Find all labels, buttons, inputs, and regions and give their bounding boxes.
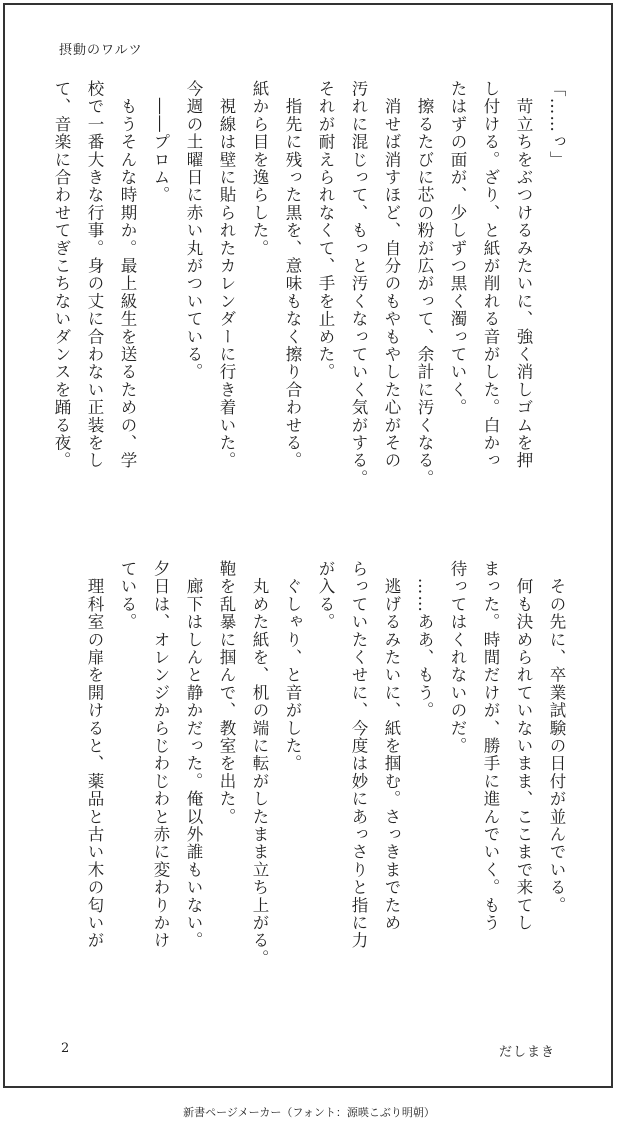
text-line: が入る。 bbox=[316, 560, 335, 631]
text-line: 苛立ちをぶつけるみたいに、強く消しゴムを押 bbox=[514, 80, 533, 470]
text-line: 理科室の扉を開けると、薬品と古い木の匂いが bbox=[85, 560, 104, 950]
text-line: 指先に残った黒を、意味もなく擦り合わせる。 bbox=[283, 80, 302, 470]
text-line: まった。時間だけが、勝手に進んでいく。もう bbox=[481, 560, 500, 932]
text-line: 消せば消すほど、自分のもやもやした心がその bbox=[382, 80, 401, 470]
text-line: 丸めた紙を、机の端に転がしたまま立ち上がる。 bbox=[250, 560, 269, 968]
text-line: 紙から目を逸らした。 bbox=[250, 80, 269, 257]
text-block-bottom bbox=[63, 560, 573, 1000]
text-line: ぐしゃり、と音がした。 bbox=[283, 560, 302, 773]
text-line: 校で一番大きな行事。身の丈に合わない正装をし bbox=[85, 80, 104, 470]
author-name: だしまき bbox=[498, 1045, 555, 1060]
text-line: 逃げるみたいに、紙を掴む。さっきまでため bbox=[382, 560, 401, 932]
text-line: 擦るたびに芯の粉が広がって、余計に汚くなる。 bbox=[415, 80, 434, 488]
generator-caption: 新書ページメーカー（フォント：源暎こぶり明朝） bbox=[183, 1106, 435, 1119]
text-line: 夕日は、オレンジからじわじわと赤に変わりかけ bbox=[151, 560, 170, 950]
page-frame bbox=[3, 3, 613, 1088]
book-title: 摂動のワルツ bbox=[59, 43, 143, 58]
text-line: もうそんな時期か。最上級生を送るための、学 bbox=[118, 80, 137, 470]
text-line: ている。 bbox=[118, 560, 137, 631]
text-line: ……ああ、もう。 bbox=[415, 560, 434, 720]
text-line: 「……っ」 bbox=[547, 80, 566, 169]
page-number: 2 bbox=[61, 1041, 70, 1056]
text-line: その先に、卒業試験の日付が並んでいる。 bbox=[547, 560, 566, 914]
text-block-top bbox=[52, 80, 573, 520]
text-line: 鞄を乱暴に掴んで、教室を出た。 bbox=[217, 560, 236, 826]
text-line: ――プロム。 bbox=[151, 80, 170, 204]
text-line: し付ける。ざり、と紙が削れる音がした。白かっ bbox=[481, 80, 500, 470]
text-line: それが耐えられなくて、手を止めた。 bbox=[316, 80, 335, 381]
text-line: 待ってはくれないのだ。 bbox=[448, 560, 467, 755]
text-line: らっていたくせに、今度は妙にあっさりと指に力 bbox=[349, 560, 368, 950]
text-line: 視線は壁に貼られたカレンダーに行き着いた。 bbox=[217, 80, 236, 470]
text-line: 何も決められていないまま、ここまで来てし bbox=[514, 560, 533, 932]
text-line: て、音楽に合わせてぎこちないダンスを踊る夜。 bbox=[52, 80, 71, 470]
text-line: たはずの面が、少しずつ黒く濁っていく。 bbox=[448, 80, 467, 417]
text-line: 汚れに混じって、もっと汚くなっていく気がする。 bbox=[349, 80, 368, 488]
text-line: 今週の土曜日に赤い丸がついている。 bbox=[184, 80, 203, 381]
text-line: 廊下はしんと静かだった。俺以外誰もいない。 bbox=[184, 560, 203, 950]
